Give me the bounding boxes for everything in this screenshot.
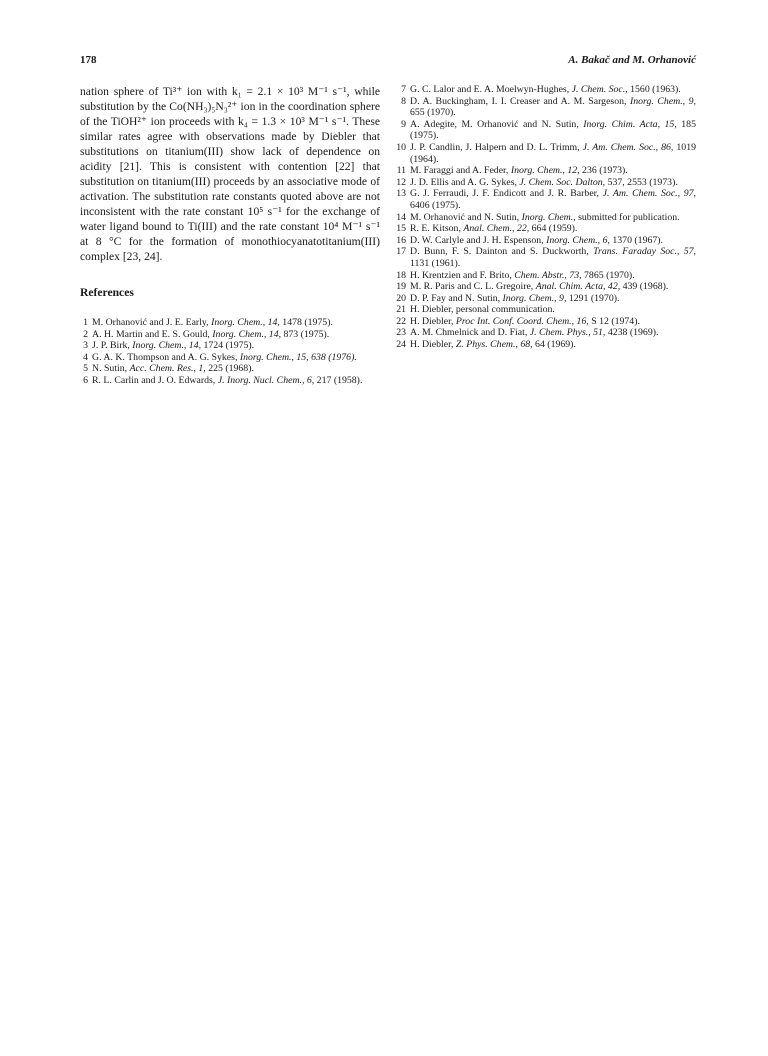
reference-authors: A. M. Chmelnick and D. Fiat, bbox=[410, 327, 530, 339]
reference-journal: Trans. Faraday Soc., 57, bbox=[593, 246, 696, 258]
reference-authors: H. Krentzien and F. Brito, bbox=[410, 269, 515, 281]
reference-item bbox=[80, 329, 380, 341]
reference-number: 12 bbox=[396, 176, 406, 188]
reference-details: 1291 (1970). bbox=[566, 292, 620, 304]
reference-number: 17 bbox=[396, 246, 406, 258]
reference-number: 6 bbox=[83, 374, 88, 386]
reference-item bbox=[394, 84, 696, 96]
reference-details: S 12 (1974). bbox=[588, 315, 640, 327]
reference-number: 16 bbox=[396, 234, 406, 246]
reference-journal: J. Chem. Soc., bbox=[571, 84, 628, 95]
reference-authors: D. A. Buckingham, I. I. Creaser and A. M. Sargeson, bbox=[410, 95, 630, 107]
reference-number: 9 bbox=[401, 118, 406, 130]
reference-details: 4238 (1969). bbox=[605, 327, 659, 339]
reference-number: 23 bbox=[396, 327, 406, 339]
reference-authors: J. P. Birk, bbox=[92, 340, 133, 352]
reference-number: 8 bbox=[401, 95, 406, 107]
reference-number: 5 bbox=[83, 363, 88, 375]
reference-authors: H. Diebler, personal communication. bbox=[410, 304, 555, 316]
reference-item bbox=[394, 327, 696, 339]
reference-item bbox=[394, 119, 696, 142]
reference-item bbox=[394, 188, 696, 211]
reference-item bbox=[80, 375, 380, 387]
reference-journal: J. Chem. Phys., 51, bbox=[529, 327, 606, 339]
reference-details: 873 (1975). bbox=[281, 328, 330, 340]
reference-number: 7 bbox=[401, 84, 406, 95]
reference-number: 14 bbox=[396, 211, 406, 223]
reference-details: 6406 (1975). bbox=[410, 199, 461, 211]
reference-journal: Inorg. Chim. Acta, 15, bbox=[583, 118, 677, 130]
reference-item bbox=[394, 304, 696, 316]
reference-details: 225 (1968). bbox=[205, 363, 254, 375]
reference-authors: M. Orhanović and J. E. Early, bbox=[92, 317, 212, 328]
reference-number: 4 bbox=[83, 351, 88, 363]
reference-item bbox=[394, 96, 696, 119]
reference-number: 24 bbox=[396, 339, 406, 351]
body-paragraph: nation sphere of Ti³⁺ ion with k₁ = 2.1 × 10³ M⁻¹ s⁻¹, while substitution by the Co(NH₃)₅N₃²⁺ ion in the coordination sphere of the TiOH²⁺ ion proceeds with k₄ = 1.3 × 10³ M⁻¹ s⁻¹. These similar rates agree with observations made by Diebler that substitutions on titanium(III) show lack of dependence on acidity [21]. This is consistent with contention [22] that substitution on titanium(III) proceeds by an associative mode of activation. The substitution rate constants quoted above are not inconsistent with the rate constant 10⁵ s⁻¹ for the exchange of water ligand bound to Ti(III) and the rate constant 10⁴ M⁻¹ s⁻¹ at 8 °C for the formation of monothiocyanatotitanium(III) complex [23, 24]. bbox=[80, 85, 380, 263]
reference-authors: A. Adegite, M. Orhanović and N. Sutin, bbox=[410, 118, 584, 130]
reference-number: 22 bbox=[396, 315, 406, 327]
reference-authors: M. Faraggi and A. Feder, bbox=[410, 165, 511, 177]
reference-authors: R. L. Carlin and J. O. Edwards, bbox=[92, 374, 218, 386]
reference-journal: J. Inorg. Nucl. Chem., 6, bbox=[217, 374, 315, 386]
reference-journal: J. Am. Chem. Soc., 86, bbox=[582, 141, 674, 153]
reference-number: 1 bbox=[83, 317, 88, 328]
reference-number: 3 bbox=[83, 340, 88, 352]
reference-number: 11 bbox=[396, 165, 406, 177]
reference-details: 655 (1970). bbox=[410, 107, 456, 119]
reference-details: submitted for publication. bbox=[575, 211, 680, 223]
reference-authors: D. Bunn, F. S. Dainton and S. Duckworth, bbox=[410, 246, 594, 258]
reference-item bbox=[80, 317, 380, 329]
reference-authors: H. Diebler, bbox=[410, 315, 456, 327]
right-column bbox=[394, 84, 696, 351]
reference-details: 217 (1958). bbox=[314, 374, 363, 386]
reference-details: 1724 (1975). bbox=[201, 340, 255, 352]
reference-number: 20 bbox=[396, 292, 406, 304]
reference-number: 19 bbox=[396, 281, 406, 293]
reference-details: 664 (1959). bbox=[529, 223, 578, 235]
reference-item bbox=[394, 165, 696, 177]
reference-details: 236 (1973). bbox=[579, 165, 628, 177]
reference-details: 1370 (1967). bbox=[609, 234, 663, 246]
reference-authors: H. Diebler, bbox=[410, 339, 456, 351]
reference-number: 13 bbox=[396, 188, 406, 200]
reference-journal: Z. Phys. Chem., 68, bbox=[455, 339, 533, 351]
reference-authors: D. P. Fay and N. Sutin, bbox=[410, 292, 503, 304]
left-column bbox=[80, 84, 380, 387]
reference-details: 1019 (1964). bbox=[410, 141, 696, 165]
reference-journal: Anal. Chim. Acta, 42, bbox=[535, 281, 621, 293]
reference-item bbox=[80, 340, 380, 352]
reference-authors: G. C. Lalor and E. A. Moelwyn-Hughes, bbox=[410, 84, 572, 95]
reference-authors: J. D. Ellis and A. G. Sykes, bbox=[410, 176, 520, 188]
reference-details: 439 (1968). bbox=[620, 281, 669, 293]
reference-details: 185 (1975). bbox=[410, 118, 696, 142]
reference-item bbox=[394, 142, 696, 165]
reference-number: 10 bbox=[396, 141, 406, 153]
reference-item bbox=[394, 293, 696, 305]
reference-details: 64 (1969). bbox=[532, 339, 576, 351]
reference-journal: Inorg. Chem., bbox=[521, 211, 576, 223]
reference-authors: G. J. Ferraudi, J. F. Endicott and J. R. Barber, bbox=[410, 188, 603, 200]
page-number: 178 bbox=[80, 54, 97, 66]
reference-authors: M. Orhanović and N. Sutin, bbox=[410, 211, 522, 223]
reference-authors: N. Sutin, bbox=[92, 363, 130, 375]
reference-authors: J. P. Candlin, J. Halpern and D. L. Trimm, bbox=[410, 141, 583, 153]
reference-item bbox=[394, 339, 696, 351]
reference-journal: J. Am. Chem. Soc., 97, bbox=[602, 188, 696, 200]
reference-item bbox=[394, 235, 696, 247]
reference-journal: Inorg. Chem., 9, bbox=[502, 292, 567, 304]
reference-item bbox=[394, 270, 696, 282]
reference-journal: Inorg. Chem., 9, bbox=[630, 95, 696, 107]
reference-journal: Inorg. Chem., 14, bbox=[211, 317, 280, 328]
references-heading: References bbox=[80, 286, 134, 299]
reference-details: 1560 (1963). bbox=[627, 84, 681, 95]
reference-list-right bbox=[394, 84, 696, 351]
reference-details: 537, 2553 (1973). bbox=[605, 176, 678, 188]
reference-authors: G. A. K. Thompson and A. G. Sykes, bbox=[92, 351, 240, 363]
reference-journal: Anal. Chem., 22, bbox=[463, 223, 530, 235]
reference-number: 15 bbox=[396, 223, 406, 235]
reference-item bbox=[394, 316, 696, 328]
reference-authors: M. R. Paris and C. L. Gregoire, bbox=[410, 281, 536, 293]
running-head: A. Bakač and M. Orhanović bbox=[568, 54, 696, 66]
reference-item bbox=[394, 246, 696, 269]
reference-journal: Chem. Abstr., 73, bbox=[514, 269, 582, 281]
reference-number: 18 bbox=[396, 269, 406, 281]
reference-item bbox=[80, 352, 380, 364]
reference-journal: J. Chem. Soc. Dalton, bbox=[519, 176, 606, 188]
reference-journal: Inorg. Chem., 14, bbox=[212, 328, 282, 340]
reference-journal: Inorg. Chem., 6, bbox=[546, 234, 610, 246]
reference-item bbox=[394, 281, 696, 293]
reference-journal: Inorg. Chem., 15, 638 (1976). bbox=[239, 351, 357, 363]
reference-details: 1131 (1961). bbox=[410, 257, 461, 269]
reference-authors: A. H. Martin and E. S. Gould, bbox=[92, 328, 213, 340]
reference-journal: Inorg. Chem., 12, bbox=[510, 165, 580, 177]
reference-journal: Proc Int. Conf. Coord. Chem., 16, bbox=[455, 315, 589, 327]
reference-item bbox=[80, 363, 380, 375]
reference-item bbox=[394, 177, 696, 189]
reference-item bbox=[394, 223, 696, 235]
reference-journal: Inorg. Chem., 14, bbox=[132, 340, 202, 352]
reference-authors: D. W. Carlyle and J. H. Espenson, bbox=[410, 234, 547, 246]
reference-details: 7865 (1970). bbox=[581, 269, 635, 281]
reference-journal: Acc. Chem. Res., 1, bbox=[129, 363, 206, 375]
reference-list-left bbox=[80, 317, 380, 387]
reference-item bbox=[394, 212, 696, 224]
reference-number: 2 bbox=[83, 328, 88, 340]
reference-authors: R. E. Kitson, bbox=[410, 223, 464, 235]
reference-number: 21 bbox=[396, 304, 406, 316]
reference-details: 1478 (1975). bbox=[279, 317, 333, 328]
